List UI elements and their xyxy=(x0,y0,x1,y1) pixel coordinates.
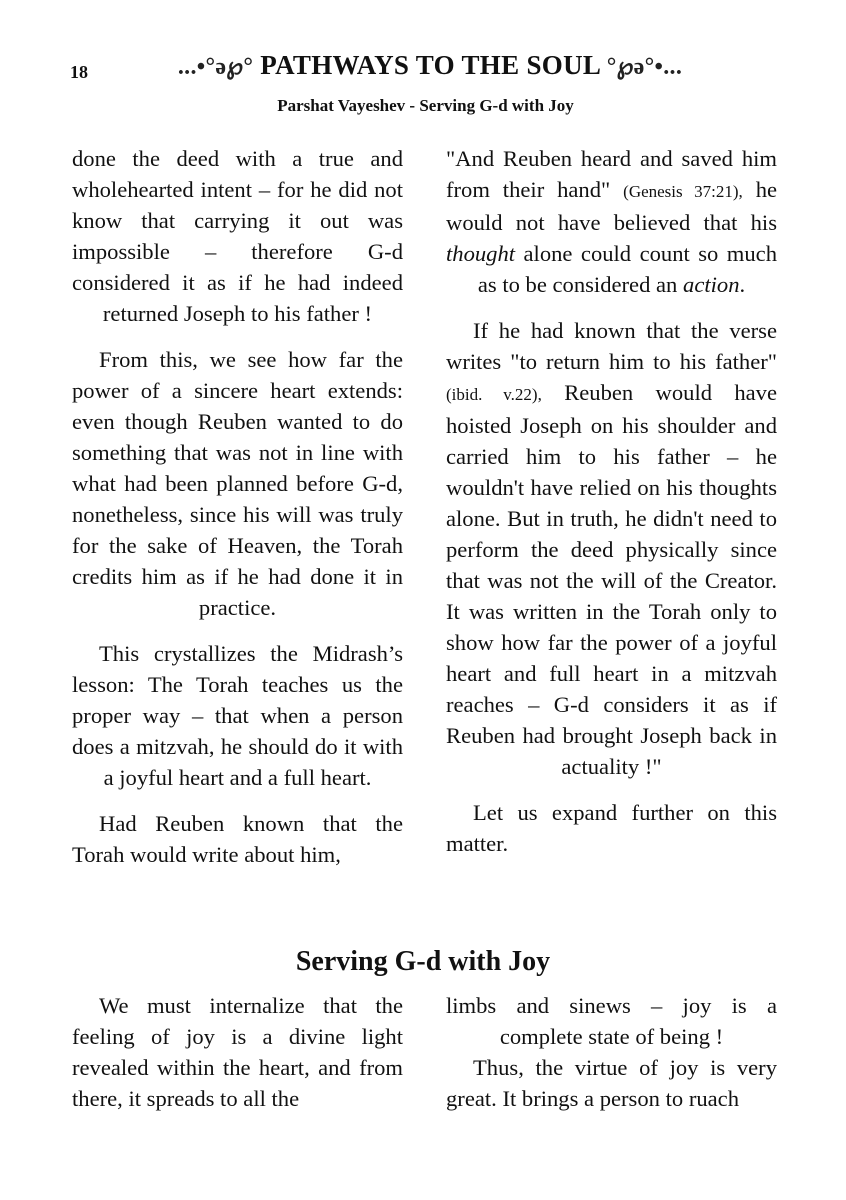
running-header xyxy=(130,50,730,81)
text-span: If he had known that the verse writes "to return him to his father" xyxy=(446,318,777,374)
book-title: PATHWAYS TO THE SOUL xyxy=(260,50,600,80)
section-right-column xyxy=(446,990,777,1114)
paragraph: done the deed with a true and wholehearted intent – for he did not know that carrying it out was impossible – therefore G-d considered it as if he had indeed returned Joseph to his father ! xyxy=(72,146,403,326)
paragraph: Let us expand further on this matter. xyxy=(446,800,777,856)
paragraph xyxy=(446,143,777,300)
right-column xyxy=(446,143,777,859)
paragraph: Had Reuben known that the Torah would write about him, xyxy=(72,811,403,867)
text-span: alone could count so much as to be considered an xyxy=(477,241,777,297)
section-left-column xyxy=(72,990,403,1114)
emphasis: action xyxy=(683,272,740,297)
verse-reference: (ibid. v.22), xyxy=(446,385,542,404)
section-heading: Serving G-d with Joy xyxy=(295,946,551,977)
paragraph xyxy=(446,315,777,782)
verse-reference: (Genesis 37:21), xyxy=(623,182,743,201)
right-ornament: °℘ə°•... xyxy=(606,54,683,80)
emphasis: thought xyxy=(446,241,516,266)
paragraph: Thus, the virtue of joy is very great. It brings a person to ruach xyxy=(446,1055,777,1111)
chapter-subtitle: Parshat Vayeshev - Serving G-d with Joy xyxy=(277,96,574,115)
quote-text: "And Reuben heard and saved him from their hand" xyxy=(446,146,777,202)
left-ornament: ...•°ə℘° xyxy=(177,54,254,80)
paragraph: limbs and sinews – joy is a complete state of being ! xyxy=(446,993,777,1049)
paragraph: This crystallizes the Midrash’s lesson: The Torah teaches us the proper way – that when a person does a mitzvah, he should do it with a joyful heart and a full heart. xyxy=(72,641,403,790)
paragraph: We must internalize that the feeling of joy is a divine light revealed within the heart, and from there, it spreads to all the xyxy=(72,993,403,1111)
paragraph: From this, we see how far the power of a sincere heart extends: even though Reuben wanted to do something that was not in line with what had been planned before G-d, nonetheless, since his will was truly for the sake of Heaven, the Torah credits him as if he had done it in practice. xyxy=(72,347,403,620)
text-span: Reuben would have hoisted Joseph on his shoulder and carried him to his father – he wouldn't have relied on his thoughts alone. But in truth, he didn't need to perform the deed physically since that was not the will of the Creator. It was written in the Torah only to show how far the power of a joyful heart and full heart in a mitzvah reaches – G-d considers it as if Reuben had brought Joseph back in actuality !" xyxy=(446,380,777,779)
text-span: . xyxy=(739,272,746,297)
page-number: 18 xyxy=(70,62,88,82)
text-span: he would not have believed that his xyxy=(446,177,778,235)
left-column xyxy=(72,143,403,870)
